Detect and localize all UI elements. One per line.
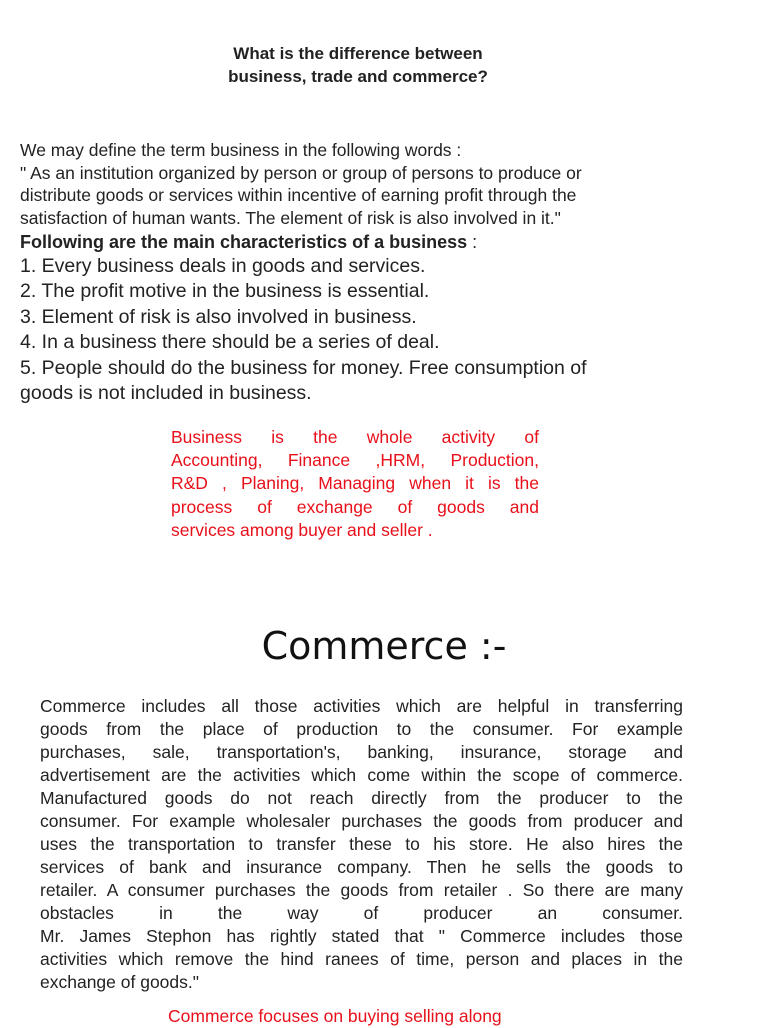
paragraph-line: Mr. James Stephon has rightly stated that " Commerce includes those	[40, 926, 683, 946]
paragraph-line: uses the transportation to transfer these to his store. He also hires the	[40, 834, 683, 854]
list-item: 1. Every business deals in goods and services.	[20, 255, 426, 277]
note-line: process of exchange of goods and	[171, 496, 539, 517]
paragraph-line: goods from the place of production to the consumer. For example	[40, 719, 683, 739]
paragraph-line: advertisement are the activities which come within the scope of commerce.	[40, 765, 683, 785]
note-line: Accounting, Finance ,HRM, Production,	[171, 450, 539, 471]
note-line: R&D , Planing, Managing when it is the	[171, 473, 539, 494]
characteristics-heading-suffix: :	[467, 232, 478, 252]
page-title-line-2: business, trade and commerce?	[228, 67, 488, 86]
page-title-line-1: What is the difference between	[233, 44, 483, 63]
business-summary-note	[171, 426, 539, 542]
note-line: Business is the whole activity of	[171, 427, 539, 447]
note-line: services among buyer and seller .	[171, 519, 433, 540]
business-definition	[20, 139, 660, 229]
commerce-heading: Commerce :-	[261, 624, 507, 668]
paragraph-line: purchases, sale, transportation's, banking, insurance, storage and	[40, 742, 683, 762]
paragraph-line: services of bank and insurance company. Then he sells the goods to	[40, 857, 683, 877]
characteristics-list	[20, 254, 670, 406]
page-title	[0, 42, 716, 88]
paragraph-line: obstacles in the way of producer an consumer.	[40, 903, 683, 923]
list-item: 4. In a business there should be a series of deal.	[20, 331, 440, 354]
definition-line: We may define the term business in the following words :	[20, 140, 462, 160]
definition-line: distribute goods or services within incentive of earning profit through the	[20, 185, 577, 205]
list-item: 2. The profit motive in the business is essential.	[20, 280, 430, 303]
paragraph-line: consumer. For example wholesaler purchases the goods from producer and	[40, 811, 683, 831]
list-item: 5. People should do the business for money. Free consumption of	[20, 356, 587, 379]
paragraph-line: retailer. A consumer purchases the goods from retailer . So there are many	[40, 880, 683, 900]
list-item: goods is not included in business.	[20, 382, 312, 405]
characteristics-heading-text: Following are the main characteristics of a business	[20, 232, 468, 252]
commerce-paragraph	[40, 695, 683, 994]
definition-line: " As an institution organized by person or group of persons to produce or	[20, 162, 582, 183]
paragraph-line: exchange of goods."	[40, 972, 199, 992]
paragraph-line: activities which remove the hind ranees of time, person and places in the	[40, 949, 683, 969]
paragraph-line: Manufactured goods do not reach directly from the producer to the	[40, 788, 683, 808]
characteristics-heading	[20, 230, 477, 254]
paragraph-line: Commerce includes all those activities which are helpful in transferring	[40, 696, 683, 716]
definition-line: satisfaction of human wants. The element of risk is also involved in it."	[20, 207, 561, 228]
list-item: 3. Element of risk is also involved in business.	[20, 305, 417, 328]
commerce-summary-note: Commerce focuses on buying selling along	[168, 1006, 502, 1026]
